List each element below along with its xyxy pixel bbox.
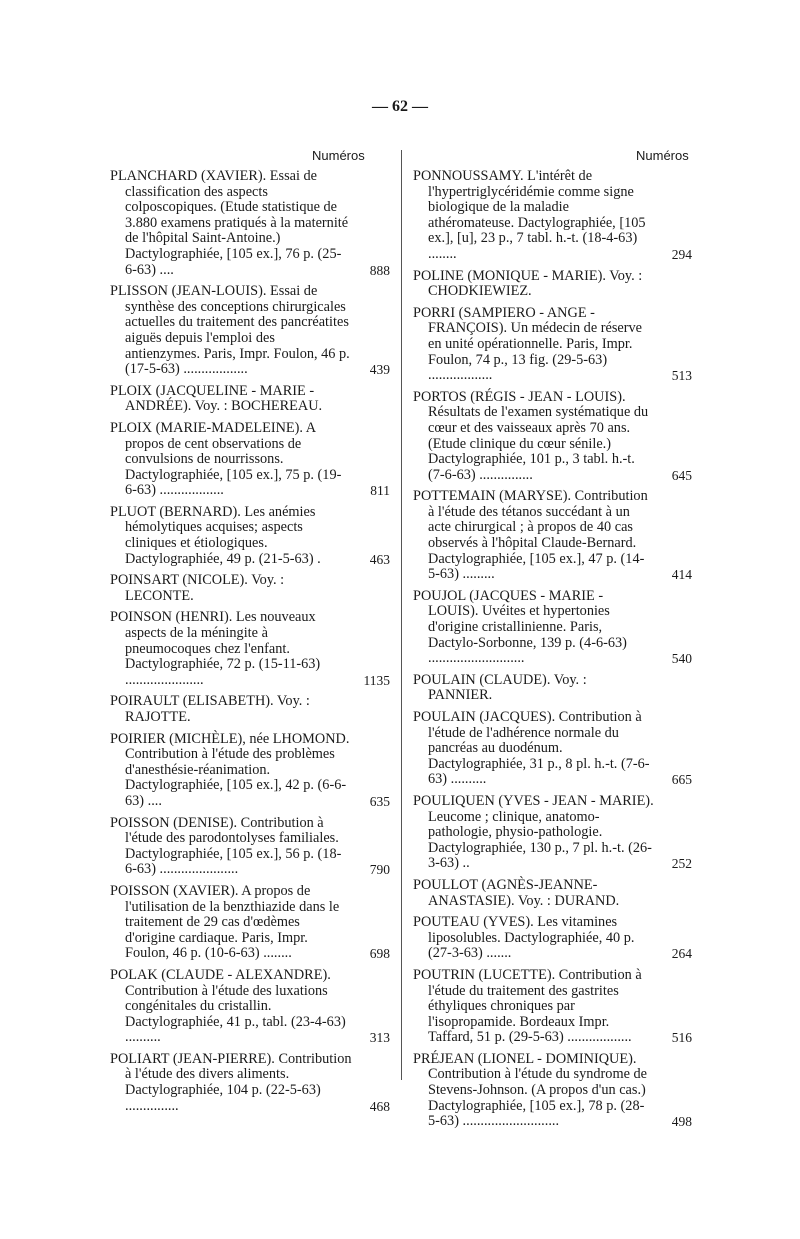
entry: [413, 1052, 692, 1130]
entry-text: POIRAULT (ELISABETH). Voy. : RAJOTTE.: [110, 693, 310, 725]
entry: [110, 610, 390, 688]
entry-text: PORTOS (RÉGIS - JEAN - LOUIS). Résultats de l'examen systématique du cœur et des vaisseaux après 70 ans. (Etude clinique du cœur sénile.) Dactylographiée, 101 p., 3 tabl. h.-t. (7-6-63) ...............: [413, 388, 649, 483]
entry-number: 635: [369, 793, 390, 809]
entry: [110, 505, 390, 567]
entry-number: 313: [369, 1030, 390, 1046]
entry-number: 439: [369, 362, 390, 378]
entry-text: POULAIN (JACQUES). Contribution à l'étude de l'adhérence normale du pancréas au duodénum. Dactylographiée, 31 p., 8 pl. h.-t. (7-6-63) ..........: [413, 709, 650, 788]
entry-text: POLINE (MONIQUE - MARIE). Voy. : CHODKIEWIEZ.: [413, 267, 643, 300]
entry-text: PLOIX (JACQUELINE - MARIE - ANDRÉE). Voy. : BOCHEREAU.: [110, 382, 323, 415]
entry: [110, 694, 390, 725]
entry-text: POLIART (JEAN-PIERRE). Contribution à l'étude des divers aliments. Dactylographiée, 104 p. (22-5-63) ...............: [110, 1050, 352, 1114]
entry-number: 252: [671, 856, 692, 872]
entry-text: POISSON (XAVIER). A propos de l'utilisation de la benzthiazide dans le traitement de 29 cas d'œdèmes d'origine cardiaque. Paris, Impr. Foulon, 46 p. (10-6-63) ........: [110, 882, 340, 962]
entry: [413, 589, 692, 667]
entry-number: 463: [369, 551, 390, 567]
entry: [110, 968, 390, 1046]
entry-text: POUTEAU (YVES). Les vitamines liposolubles. Dactylographiée, 40 p. (27-3-63) .......: [413, 914, 635, 962]
entry: [110, 169, 390, 278]
entry-text: POULLOT (AGNÈS-JEANNE-ANASTASIE). Voy. : DURAND.: [413, 876, 620, 909]
entry-text: POINSART (NICOLE). Voy. : LECONTE.: [110, 572, 285, 604]
entry-number: 513: [671, 368, 692, 384]
entry-text: PLUOT (BERNARD). Les anémies hémolytiques acquises; aspects cliniques et étiologiques. Dactylographiée, 49 p. (21-5-63) .: [110, 503, 321, 567]
entry: [110, 573, 390, 604]
entry-text: PONNOUSSAMY. L'intérêt de l'hypertriglycéridémie comme signe biologique de la maladie athéromateuse. Dactylographiée, [105 ex.], [u], 23 p., 7 tabl. h.-t. (18-4-63) ........: [413, 168, 646, 262]
entry-number: 540: [671, 651, 692, 667]
entry: [413, 390, 692, 484]
entry: [413, 878, 692, 909]
entry-number: 294: [671, 246, 692, 262]
entry: [413, 489, 692, 583]
entry-number: 1135: [363, 672, 390, 688]
entry-text: PLOIX (MARIE-MADELEINE). A propos de cent observations de convulsions de nourrissons. Dactylographiée, [105 ex.], 75 p. (19-6-63) ..................: [110, 419, 342, 499]
entry-text: POULAIN (CLAUDE). Voy. : PANNIER.: [413, 671, 587, 704]
left-column: [110, 169, 390, 1120]
entry: [110, 816, 390, 878]
entry: [413, 710, 692, 788]
entry-number: 665: [671, 772, 692, 788]
entry-number: 698: [369, 946, 390, 962]
entry: [110, 1052, 390, 1114]
entry: [413, 169, 692, 263]
entry: [110, 284, 390, 378]
entry-text: PLISSON (JEAN-LOUIS). Essai de synthèse des conceptions chirurgicales actuelles du traitement des pancréatites aiguës depuis l'emploi des antienzymes. Paris, Impr. Foulon, 46 p. (17-5-63) ..................: [110, 283, 350, 378]
entry-text: POISSON (DENISE). Contribution à l'étude des parodontolyses familiales. Dactylographiée, [105 ex.], 56 p. (18-6-63) ......................: [110, 814, 342, 878]
entry: [110, 421, 390, 499]
entry: [413, 306, 692, 384]
entry-text: POINSON (HENRI). Les nouveaux aspects de la méningite à pneumocoques chez l'enfant. Dactylographiée, 72 p. (15-11-63) ......................: [110, 609, 321, 688]
entry-text: POLAK (CLAUDE - ALEXANDRE). Contribution à l'étude des luxations congénitales du cristallin. Dactylographiée, 41 p., tabl. (23-4-63) ..........: [110, 966, 346, 1046]
column-header-right: Numéros: [636, 148, 689, 163]
entry-number: 516: [671, 1030, 692, 1046]
entry-text: POTTEMAIN (MARYSE). Contribution à l'étude des tétanos succédant à un acte chirurgical ; à propos de 40 cas observés à l'hôpital Claude-Bernard. Dactylographiée, [105 ex.], 47 p. (14-5-63) .........: [413, 488, 648, 583]
right-column: [413, 169, 692, 1136]
entry-number: 811: [370, 483, 390, 499]
entry-number: 468: [369, 1098, 390, 1114]
entry: [413, 915, 692, 962]
entry: [413, 968, 692, 1046]
entry-text: PLANCHARD (XAVIER). Essai de classification des aspects colposcopiques. (Etude statistique de 3.880 examens pratiqués à la maternité de l'hôpital Saint-Antoine.) Dactylographiée, [105 ex.], 76 p. (25-6-63) ....: [110, 168, 349, 278]
column-divider: [401, 150, 402, 1080]
entry-number: 498: [671, 1114, 692, 1130]
entry-text: POUJOL (JACQUES - MARIE - LOUIS). Uvéites et hypertonies d'origine cristallinienne. Paris, Dactylo-Sorbonne, 139 p. (4-6-63) ...........................: [413, 587, 627, 667]
entry: [110, 732, 390, 810]
entry-text: PRÉJEAN (LIONEL - DOMINIQUE). Contribution à l'étude du syndrome de Stevens-Johnson. (A propos d'un cas.) Dactylographiée, [105 ex.], 78 p. (28-5-63) ...........................: [413, 1050, 647, 1130]
entry: [110, 884, 390, 962]
entry: [413, 673, 692, 704]
entry-text: PORRI (SAMPIERO - ANGE - FRANÇOIS). Un médecin de réserve en unité opérationnelle. Paris, Impr. Foulon, 74 p., 13 fig. (29-5-63) ..................: [413, 304, 643, 384]
entry: [413, 269, 692, 300]
entry-number: 645: [671, 467, 692, 483]
column-header-left: Numéros: [312, 148, 365, 163]
entry-number: 264: [671, 946, 692, 962]
entry-number: 414: [671, 567, 692, 583]
entry: [110, 384, 390, 415]
entry-text: POUTRIN (LUCETTE). Contribution à l'étude du traitement des gastrites éthyliques chroniques par l'isopropamide. Bordeaux Impr. Taffard, 51 p. (29-5-63) ..................: [413, 966, 642, 1046]
page-number: — 62 —: [372, 98, 428, 115]
entry: [413, 794, 692, 872]
entry-number: 888: [369, 262, 390, 278]
entry-text: POULIQUEN (YVES - JEAN - MARIE). Leucome ; clinique, anatomo-pathologie, physio-pathologie. Dactylographiée, 130 p., 7 pl. h.-t. (26-3-63) ..: [413, 792, 654, 872]
entry-number: 790: [369, 862, 390, 878]
entry-text: POIRIER (MICHÈLE), née LHOMOND. Contribution à l'étude des problèmes d'anesthésie-réanimation. Dactylographiée, [105 ex.], 42 p. (6-6-63) ....: [110, 730, 350, 809]
